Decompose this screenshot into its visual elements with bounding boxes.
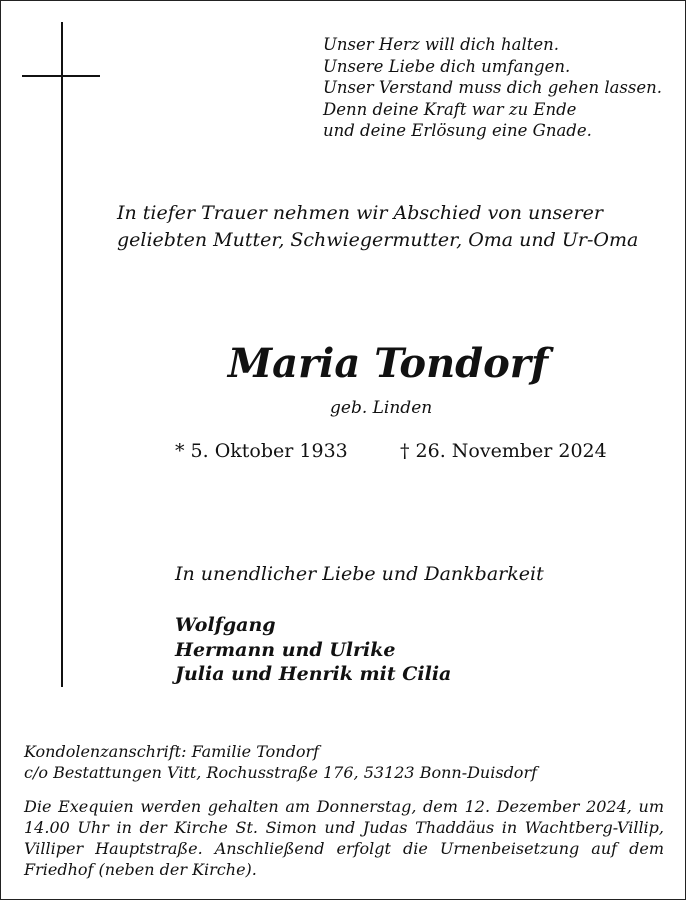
family-member: Julia und Henrik mit Cilia (175, 663, 452, 685)
family-member: Hermann und Ulrike (175, 638, 396, 661)
thanks-line: In unendlicher Liebe und Dankbarkeit (175, 563, 544, 585)
birth-date: * 5. Oktober 1933 (175, 440, 348, 462)
intro-text (117, 200, 638, 254)
cross-horizontal-bar (22, 75, 100, 77)
intro-line: geliebten Mutter, Schwiegermutter, Oma und Ur-Oma (117, 229, 639, 251)
family-member: Wolfgang (175, 614, 276, 636)
condolence-address (24, 741, 537, 783)
poem (323, 34, 662, 142)
intro-line: In tiefer Trauer nehmen wir Abschied von unserer (117, 202, 603, 224)
funeral-details: Die Exequien werden gehalten am Donnerstag, dem 12. Dezember 2024, um 14.00 Uhr in der Kirche St. Simon und Judas Thaddäus in Wachtberg-Villip, Villiper Hauptstraße. Anschließend erfolgt die Urnenbeisetzung auf dem Friedhof (neben der Kirche). (24, 797, 664, 879)
poem-line: Unser Herz will dich halten. (323, 35, 560, 54)
death-date: † 26. November 2024 (400, 440, 607, 462)
poem-line: Unser Verstand muss dich gehen lassen. (323, 78, 662, 97)
poem-line: Denn deine Kraft war zu Ende (323, 99, 577, 119)
poem-line: und deine Erlösung eine Gnade. (323, 121, 592, 140)
maiden-name: geb. Linden (330, 398, 433, 418)
deceased-name: Maria Tondorf (227, 340, 549, 387)
poem-line: Unsere Liebe dich umfangen. (323, 56, 571, 76)
address-line: c/o Bestattungen Vitt, Rochusstraße 176, 53123 Bonn-Duisdorf (24, 763, 538, 782)
family-list (175, 613, 451, 687)
address-line: Kondolenzanschrift: Familie Tondorf (24, 742, 320, 761)
